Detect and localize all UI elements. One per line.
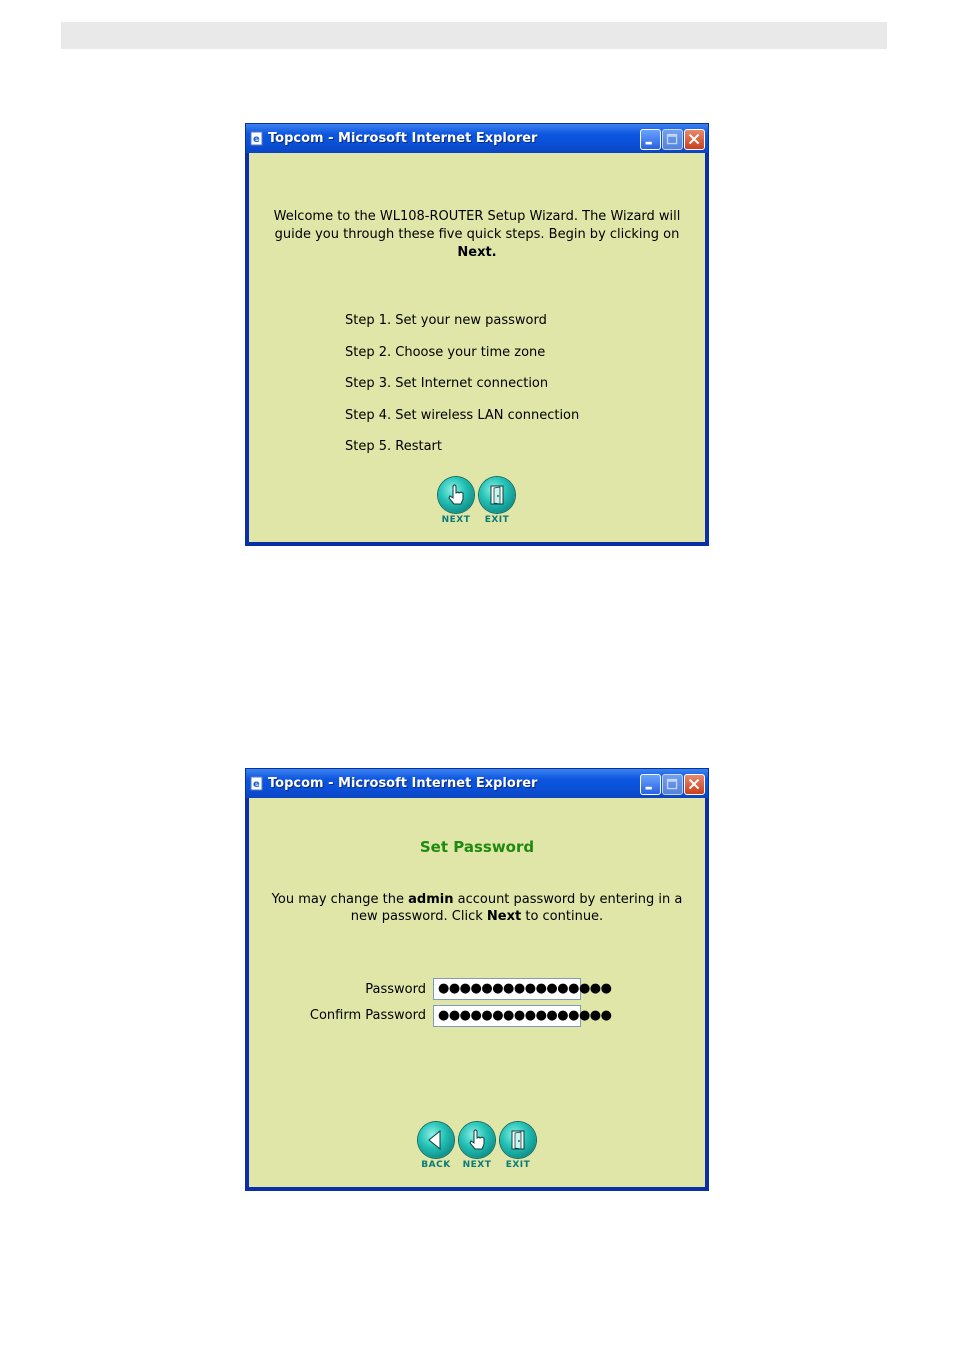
next-button[interactable] — [459, 1122, 495, 1158]
minimize-button[interactable] — [640, 774, 661, 795]
maximize-button[interactable] — [662, 774, 683, 795]
wizard-content — [249, 798, 705, 1187]
close-icon — [685, 130, 704, 149]
desc-next-bold: Next — [486, 909, 522, 924]
back-label[interactable]: BACK — [421, 1160, 451, 1170]
next-label[interactable]: NEXT — [462, 1160, 492, 1170]
back-button[interactable] — [418, 1122, 454, 1158]
minimize-icon — [641, 775, 660, 794]
exit-door-icon — [479, 477, 515, 513]
password-label: Password — [365, 982, 426, 997]
wizard-content — [249, 153, 705, 542]
step-item-3: Step 3. Set Internet connection — [345, 376, 549, 392]
password-description — [259, 891, 695, 925]
ie-window-welcome — [245, 123, 709, 546]
maximize-button[interactable] — [662, 129, 683, 150]
ie-icon — [250, 776, 265, 791]
next-label[interactable]: NEXT — [441, 515, 471, 525]
page-title: Set Password — [419, 838, 535, 856]
minimize-icon — [641, 130, 660, 149]
ie-window-set-password — [245, 768, 709, 1191]
exit-label[interactable]: EXIT — [505, 1160, 531, 1170]
svg-text:e: e — [253, 134, 260, 145]
welcome-body: Welcome to the WL108-ROUTER Setup Wizard. The Wizard will guide you through these five quick steps. Begin by clicking on — [273, 209, 681, 242]
close-button[interactable] — [684, 774, 705, 795]
step-item-5: Step 5. Restart — [345, 439, 442, 455]
title-bar[interactable] — [246, 124, 708, 153]
exit-label[interactable]: EXIT — [484, 515, 510, 525]
maximize-icon — [663, 130, 682, 149]
window-title: Topcom - Microsoft Internet Explorer — [268, 776, 538, 791]
close-button[interactable] — [684, 129, 705, 150]
step-item-4: Step 4. Set wireless LAN connection — [345, 407, 580, 423]
step-item-2: Step 2. Choose your time zone — [345, 344, 546, 360]
password-field[interactable]: ●●●●●●●●●●●●●●●● — [433, 978, 581, 1000]
minimize-button[interactable] — [640, 129, 661, 150]
confirm-password-field[interactable]: ●●●●●●●●●●●●●●●● — [433, 1005, 581, 1027]
step-list — [345, 312, 579, 470]
welcome-text — [259, 208, 695, 262]
close-icon — [685, 775, 704, 794]
page-header-bar — [61, 22, 887, 49]
svg-text:e: e — [253, 779, 260, 790]
step-item-1: Step 1. Set your new password — [345, 313, 547, 328]
exit-button[interactable] — [500, 1122, 536, 1158]
desc-admin-bold: admin — [408, 892, 454, 907]
desc-text-2: account password by entering in a new password. Click — [350, 892, 683, 924]
welcome-next-word: Next. — [457, 245, 497, 260]
next-hand-icon — [459, 1122, 495, 1158]
next-hand-icon — [438, 477, 474, 513]
confirm-password-label: Confirm Password — [309, 1008, 426, 1023]
ie-icon — [250, 131, 265, 146]
desc-text-1: You may change the — [271, 892, 404, 907]
desc-text-3: to continue. — [525, 909, 604, 924]
exit-button[interactable] — [479, 477, 515, 513]
next-button[interactable] — [438, 477, 474, 513]
back-arrow-icon — [418, 1122, 454, 1158]
maximize-icon — [663, 775, 682, 794]
window-title: Topcom - Microsoft Internet Explorer — [268, 131, 538, 146]
title-bar[interactable] — [246, 769, 708, 798]
exit-door-icon — [500, 1122, 536, 1158]
